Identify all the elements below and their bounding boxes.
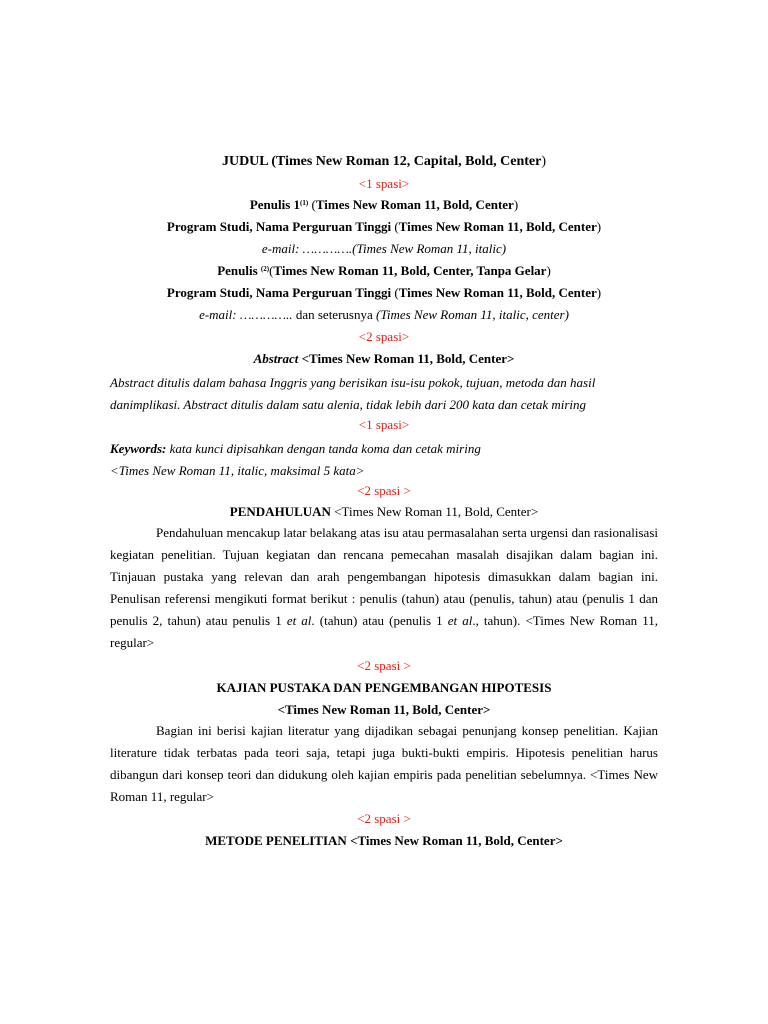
kajian-spec: <Times New Roman 11, Bold, Center> [277,702,491,717]
abstract-heading [0,350,768,368]
keywords-line [110,438,658,460]
author2-paren-open: ( [269,263,274,278]
author1-name: Penulis 1 [249,197,301,212]
author1-paren-open: ( [308,197,316,212]
spacing-note-1: <1 spasi> [358,176,410,191]
author2-name: Penulis [217,263,261,278]
email1-line [0,240,768,258]
affiliation1-paren-close: ) [596,219,602,234]
metode-heading: METODE PENELITIAN <Times New Roman 11, Bold, Center> [205,833,563,848]
title-tail: ) [541,154,547,169]
spacing-note-5: <2 spasi > [357,658,411,673]
title-line [0,153,768,171]
email2-prefix: e-mail: ………….. [199,307,293,322]
pendahuluan-spec: <Times New Roman 11, Bold, Center> [334,504,539,519]
kajian-paragraph: Bagian ini berisi kajian literatur yang dijadikan sebagai penunjang konsep penelitian. Kajian literature tidak terbatas pada teori saja, tetapi juga bukti-bukti empiris. Hipotesis penelitian harus dibangun dari konsep teori dan didukung oleh kajian empiris pada penelitian sebelumnya. <Times New Roman 11, regular> [110,723,658,804]
affiliation1-paren-open: ( [391,219,399,234]
pendahuluan-text-c: ., tahun). <Times New Roman 11, regular> [110,613,658,650]
author2-paren-close: ) [546,263,551,278]
abstract-label: Abstract [253,351,299,366]
pendahuluan-body [110,522,658,654]
author2-spec: Times New Roman 11, Bold, Center, Tanpa Gelar [273,263,547,278]
spacing-note-2: <2 spasi> [358,329,410,344]
abstract-line-1: Abstract ditulis dalam bahasa Inggris yang berisikan isu-isu pokok, tujuan, metoda dan hasil [110,375,596,390]
pendahuluan-etal-2: et al [447,613,473,628]
email1-prefix: e-mail: …………. [261,241,353,256]
author1-sup: (1) [300,199,309,207]
keywords-block [110,438,658,482]
email1-note: (Times New Roman 11, italic) [352,241,507,256]
keywords-label: Keywords: [110,441,167,456]
email2-line [0,306,768,324]
abstract-body [110,372,658,416]
author1-line [0,196,768,214]
keywords-spec: <Times New Roman 11, italic, maksimal 5 kata> [110,463,365,478]
affiliation2-name: Program Studi, Nama Perguruan Tinggi [166,285,392,300]
affiliation1-line [0,218,768,236]
pendahuluan-text-a: Pendahuluan mencakup latar belakang atas isu atau permasalahan serta urgensi dan rasionalisasi kegiatan penelitian. Tujuan kegiatan dan rencana pemecahan masalah disajikan dalam bagian ini. Tinjauan pustaka yang relevan dan arah pengembangan hipotesis dimasukkan dalam bagian ini. Penulisan referensi mengikuti format berikut : penulis (tahun) atau (penulis, tahun) atau (penulis 1 dan penulis 2, tahun) atau penulis 1 [110,525,658,628]
affiliation2-spec: Times New Roman 11, Bold, Center [398,285,597,300]
pendahuluan-paragraph [110,522,658,654]
abstract-line-2: danimplikasi. Abstract ditulis dalam satu alenia, tidak lebih dari 200 kata dan cetak miring [110,397,587,412]
author2-sup: (2) [260,265,270,273]
keywords-text: kata kunci dipisahkan dengan tanda koma dan cetak miring [166,441,481,456]
kajian-body [110,720,658,808]
spacing-note-3: <1 spasi> [358,417,410,432]
pendahuluan-etal-1: et al [286,613,312,628]
abstract-spec: <Times New Roman 11, Bold, Center> [298,351,515,366]
pendahuluan-heading-line [0,503,768,521]
affiliation1-name: Program Studi, Nama Perguruan Tinggi [166,219,392,234]
spacing-note-6: <2 spasi > [357,811,411,826]
affiliation2-paren-close: ) [596,285,602,300]
pendahuluan-text-b: . (tahun) atau (penulis 1 [311,613,448,628]
kajian-heading: KAJIAN PUSTAKA DAN PENGEMBANGAN HIPOTESIS [216,680,552,695]
email2-middle: dan seterusnya [292,307,376,322]
author1-paren-close: ) [513,197,519,212]
affiliation1-spec: Times New Roman 11, Bold, Center [398,219,597,234]
author1-spec: Times New Roman 11, Bold, Center [315,197,514,212]
author2-line [0,262,768,280]
affiliation2-line [0,284,768,302]
spacing-note-4: <2 spasi > [357,483,411,498]
email2-note: (Times New Roman 11, italic, center) [375,307,569,322]
title-text: JUDUL (Times New Roman 12, Capital, Bold, Center [221,154,542,169]
pendahuluan-heading: PENDAHULUAN [229,504,335,519]
affiliation2-paren-open: ( [391,285,399,300]
